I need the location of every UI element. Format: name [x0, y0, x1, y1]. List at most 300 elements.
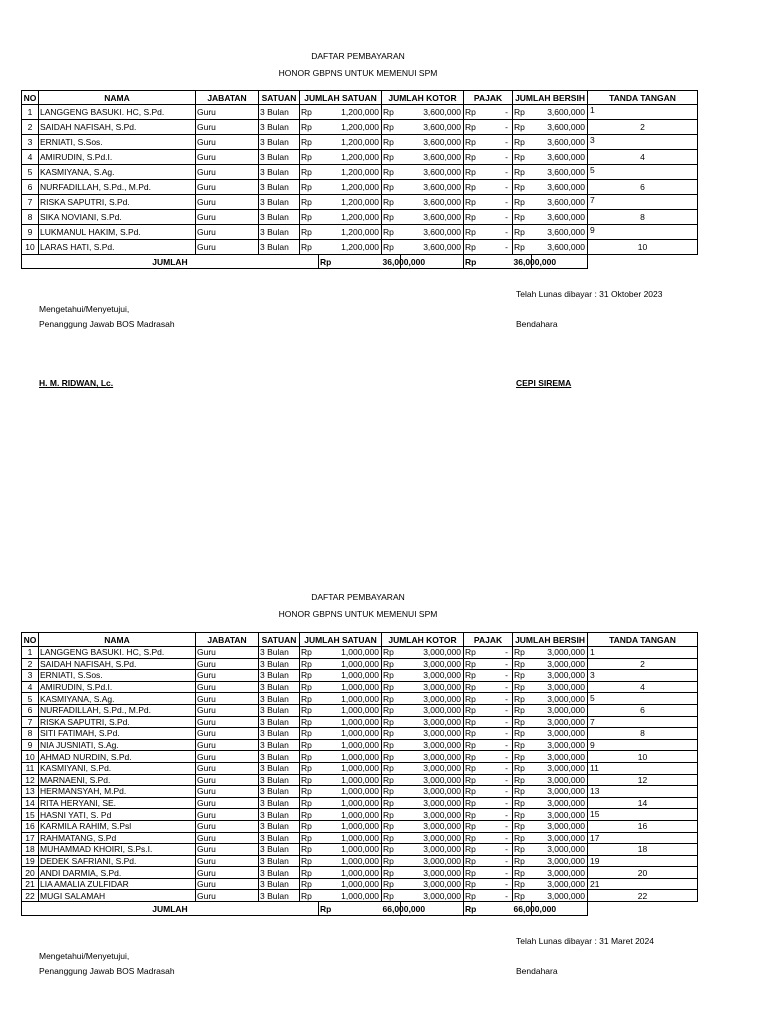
row-signature-number: 15 [590, 809, 600, 820]
row-satuan: 3 Bulan [259, 832, 300, 844]
row-no: 2 [22, 120, 39, 135]
row-satuan-currency: Rp [300, 195, 319, 210]
row-pajak-value: - [505, 798, 509, 809]
row-satuan: 3 Bulan [259, 890, 300, 902]
row-jabatan: Guru [196, 774, 259, 786]
row-bersih-currency: Rp [513, 658, 532, 670]
row-kotor-currency: Rp [382, 693, 401, 705]
total-row [22, 255, 698, 269]
row-satuan: 3 Bulan [259, 751, 300, 763]
row-pajak-currency: Rp [465, 890, 476, 901]
row-jumlah-kotor: 3,600,000 [401, 135, 464, 150]
header-no: NO [22, 91, 39, 105]
row-signature-number: 2 [640, 122, 645, 132]
header-jumlah-bersih: JUMLAH BERSIH [513, 91, 588, 105]
row-jumlah-bersih: 3,000,000 [532, 867, 588, 879]
row-kotor-currency: Rp [382, 774, 401, 786]
row-satuan: 3 Bulan [259, 658, 300, 670]
row-jabatan: Guru [196, 120, 259, 135]
row-jumlah-bersih: 3,000,000 [532, 739, 588, 751]
row-pajak-value: - [505, 809, 509, 820]
row-satuan: 3 Bulan [259, 704, 300, 716]
row-tanda-tangan [588, 716, 698, 728]
table-row [22, 225, 698, 240]
row-no: 6 [22, 180, 39, 195]
row-pajak-currency: Rp [465, 705, 476, 716]
row-no: 20 [22, 867, 39, 879]
row-jumlah-satuan: 1,000,000 [319, 762, 382, 774]
row-bersih-currency: Rp [513, 890, 532, 902]
row-jabatan: Guru [196, 105, 259, 120]
row-tanda-tangan [588, 739, 698, 751]
row-jumlah-satuan: 1,000,000 [319, 844, 382, 856]
row-jabatan: Guru [196, 240, 259, 255]
row-jumlah-bersih: 3,000,000 [532, 820, 588, 832]
row-pajak-currency: Rp [465, 658, 476, 669]
row-pajak-value: - [505, 682, 509, 693]
row-pajak-value: - [505, 740, 509, 751]
row-kotor-currency: Rp [382, 195, 401, 210]
row-no: 9 [22, 225, 39, 240]
row-nama: HASNI YATI, S. Pd [39, 809, 196, 821]
row-no: 5 [22, 165, 39, 180]
row-jabatan: Guru [196, 751, 259, 763]
header-nama: NAMA [39, 633, 196, 647]
row-bersih-currency: Rp [513, 704, 532, 716]
header-satuan: SATUAN [259, 633, 300, 647]
row-jumlah-kotor: 3,000,000 [401, 820, 464, 832]
row-pajak-value: - [505, 647, 509, 658]
row-nama: LUKMANUL HAKIM, S.Pd. [39, 225, 196, 240]
row-no: 3 [22, 670, 39, 682]
row-no: 18 [22, 844, 39, 856]
row-kotor-currency: Rp [382, 681, 401, 693]
treasurer-name: CEPI SIREMA [516, 378, 572, 388]
row-jabatan: Guru [196, 165, 259, 180]
row-jabatan: Guru [196, 890, 259, 902]
row-pajak-currency: Rp [465, 867, 476, 878]
treasurer-title-1: Bendahara [516, 319, 558, 329]
row-jumlah-satuan: 1,200,000 [319, 240, 382, 255]
row-jabatan: Guru [196, 762, 259, 774]
row-satuan-currency: Rp [300, 728, 319, 740]
row-jumlah-kotor: 3,000,000 [401, 797, 464, 809]
row-jumlah-kotor: 3,000,000 [401, 647, 464, 659]
row-nama: RISKA SAPUTRI, S.Pd. [39, 195, 196, 210]
total-kotor-currency: Rp [319, 902, 382, 916]
total-bersih: 36,000,000 [513, 256, 557, 267]
row-nama: HERMANSYAH, M.Pd. [39, 786, 196, 798]
row-pajak-currency: Rp [465, 716, 476, 727]
row-jumlah-bersih: 3,000,000 [532, 878, 588, 890]
table-row [22, 693, 698, 705]
header-nama: NAMA [39, 91, 196, 105]
row-jumlah-bersih: 3,600,000 [532, 165, 588, 180]
row-no: 15 [22, 809, 39, 821]
table-row [22, 210, 698, 225]
row-satuan-currency: Rp [300, 210, 319, 225]
row-jumlah-bersih: 3,000,000 [532, 728, 588, 740]
total-kotor: 66,000,000 [382, 903, 426, 914]
row-satuan-currency: Rp [300, 681, 319, 693]
row-signature-number: 21 [590, 878, 600, 889]
row-no: 2 [22, 658, 39, 670]
row-pajak-currency: Rp [465, 212, 476, 222]
row-tanda-tangan [588, 693, 698, 705]
row-kotor-currency: Rp [382, 786, 401, 798]
row-pajak-currency: Rp [465, 879, 476, 890]
row-pajak-value: - [505, 867, 509, 878]
acknowledge-1: Mengetahui/Menyetujui, [39, 304, 130, 314]
row-kotor-currency: Rp [382, 751, 401, 763]
row-signature-number: 2 [640, 658, 645, 669]
row-bersih-currency: Rp [513, 240, 532, 255]
row-jumlah-satuan: 1,000,000 [319, 693, 382, 705]
row-pajak [464, 762, 513, 774]
row-no: 3 [22, 135, 39, 150]
row-signature-number: 4 [640, 682, 645, 693]
row-pajak [464, 210, 513, 225]
row-jumlah-bersih: 3,000,000 [532, 809, 588, 821]
row-jumlah-bersih: 3,000,000 [532, 681, 588, 693]
row-satuan-currency: Rp [300, 240, 319, 255]
row-pajak-value: - [505, 658, 509, 669]
responsible-name: H. M. RIDWAN, Lc. [39, 378, 114, 388]
row-signature-number: 10 [637, 242, 648, 252]
row-jumlah-kotor: 3,600,000 [401, 120, 464, 135]
row-pajak-currency: Rp [465, 693, 476, 704]
section1-subtitle: HONOR GBPNS UNTUK MEMENUI SPM [278, 68, 438, 78]
row-nama: AHMAD NURDIN, S.Pd. [39, 751, 196, 763]
row-satuan: 3 Bulan [259, 105, 300, 120]
row-no: 1 [22, 105, 39, 120]
row-jumlah-bersih: 3,600,000 [532, 135, 588, 150]
row-satuan-currency: Rp [300, 820, 319, 832]
row-kotor-currency: Rp [382, 150, 401, 165]
row-bersih-currency: Rp [513, 739, 532, 751]
row-pajak-currency: Rp [465, 682, 476, 693]
row-pajak [464, 855, 513, 867]
table-row [22, 762, 698, 774]
row-kotor-currency: Rp [382, 832, 401, 844]
row-jumlah-satuan: 1,200,000 [319, 150, 382, 165]
row-jumlah-kotor: 3,000,000 [401, 867, 464, 879]
row-jumlah-kotor: 3,600,000 [401, 210, 464, 225]
row-jabatan: Guru [196, 739, 259, 751]
row-jumlah-bersih: 3,600,000 [532, 210, 588, 225]
row-jumlah-kotor: 3,000,000 [401, 890, 464, 902]
row-pajak-currency: Rp [465, 167, 476, 177]
row-pajak [464, 716, 513, 728]
row-satuan: 3 Bulan [259, 670, 300, 682]
row-no: 19 [22, 855, 39, 867]
paid-note-2: Telah Lunas dibayar : 31 Maret 2024 [516, 936, 654, 946]
row-jumlah-bersih: 3,000,000 [532, 647, 588, 659]
row-kotor-currency: Rp [382, 728, 401, 740]
row-pajak-value: - [505, 786, 509, 797]
row-kotor-currency: Rp [382, 135, 401, 150]
row-jumlah-kotor: 3,000,000 [401, 704, 464, 716]
row-jumlah-bersih: 3,600,000 [532, 150, 588, 165]
row-pajak-value: - [505, 212, 509, 222]
total-kotor-currency: Rp [319, 255, 382, 269]
row-satuan: 3 Bulan [259, 855, 300, 867]
row-satuan-currency: Rp [300, 878, 319, 890]
row-kotor-currency: Rp [382, 867, 401, 879]
row-pajak [464, 739, 513, 751]
row-satuan: 3 Bulan [259, 844, 300, 856]
row-jumlah-satuan: 1,000,000 [319, 670, 382, 682]
row-jumlah-bersih: 3,000,000 [532, 704, 588, 716]
row-tanda-tangan [588, 728, 698, 740]
row-pajak-currency: Rp [465, 182, 476, 192]
header-jumlah-kotor: JUMLAH KOTOR [382, 633, 464, 647]
row-satuan: 3 Bulan [259, 867, 300, 879]
row-bersih-currency: Rp [513, 670, 532, 682]
row-jumlah-satuan: 1,200,000 [319, 120, 382, 135]
row-jumlah-kotor: 3,000,000 [401, 809, 464, 821]
row-kotor-currency: Rp [382, 878, 401, 890]
row-jumlah-satuan: 1,200,000 [319, 180, 382, 195]
row-kotor-currency: Rp [382, 210, 401, 225]
row-no: 17 [22, 832, 39, 844]
row-pajak [464, 670, 513, 682]
row-pajak [464, 180, 513, 195]
row-satuan-currency: Rp [300, 135, 319, 150]
row-satuan: 3 Bulan [259, 135, 300, 150]
table-row [22, 165, 698, 180]
table-row [22, 195, 698, 210]
row-bersih-currency: Rp [513, 210, 532, 225]
row-pajak-value: - [505, 670, 509, 681]
row-satuan: 3 Bulan [259, 693, 300, 705]
row-kotor-currency: Rp [382, 670, 401, 682]
table-row [22, 150, 698, 165]
row-kotor-currency: Rp [382, 809, 401, 821]
responsible-1: Penanggung Jawab BOS Madrasah [39, 319, 175, 329]
row-jumlah-satuan: 1,000,000 [319, 797, 382, 809]
row-nama: SITI FATIMAH, S.Pd. [39, 728, 196, 740]
row-satuan-currency: Rp [300, 658, 319, 670]
row-pajak-currency: Rp [465, 844, 476, 855]
table-row [22, 878, 698, 890]
row-satuan: 3 Bulan [259, 809, 300, 821]
row-bersih-currency: Rp [513, 820, 532, 832]
row-pajak [464, 774, 513, 786]
row-jabatan: Guru [196, 704, 259, 716]
row-pajak [464, 728, 513, 740]
row-bersih-currency: Rp [513, 762, 532, 774]
row-satuan-currency: Rp [300, 165, 319, 180]
row-jumlah-satuan: 1,000,000 [319, 878, 382, 890]
row-jumlah-bersih: 3,000,000 [532, 751, 588, 763]
row-nama: ERNIATI, S.Sos. [39, 670, 196, 682]
row-pajak-currency: Rp [465, 763, 476, 774]
row-pajak-currency: Rp [465, 832, 476, 843]
row-jabatan: Guru [196, 844, 259, 856]
row-pajak-value: - [505, 821, 509, 832]
row-satuan: 3 Bulan [259, 210, 300, 225]
row-jumlah-kotor: 3,000,000 [401, 786, 464, 798]
row-nama: SAIDAH NAFISAH, S.Pd. [39, 120, 196, 135]
row-jumlah-kotor: 3,000,000 [401, 728, 464, 740]
row-pajak-currency: Rp [465, 647, 476, 658]
row-satuan: 3 Bulan [259, 786, 300, 798]
total-bersih-currency: Rp [464, 902, 513, 916]
header-satuan: SATUAN [259, 91, 300, 105]
row-bersih-currency: Rp [513, 165, 532, 180]
row-no: 14 [22, 797, 39, 809]
row-pajak-value: - [505, 832, 509, 843]
row-no: 22 [22, 890, 39, 902]
row-jumlah-kotor: 3,000,000 [401, 693, 464, 705]
row-bersih-currency: Rp [513, 693, 532, 705]
row-signature-number: 1 [590, 105, 595, 115]
row-no: 4 [22, 681, 39, 693]
row-jumlah-kotor: 3,000,000 [401, 716, 464, 728]
table-row [22, 658, 698, 670]
section2-title: DAFTAR PEMBAYARAN [311, 592, 405, 602]
paid-note-1: Telah Lunas dibayar : 31 Oktober 2023 [516, 289, 663, 299]
row-bersih-currency: Rp [513, 195, 532, 210]
row-pajak-value: - [505, 227, 509, 237]
row-signature-number: 8 [640, 212, 645, 222]
payment-table-1 [21, 90, 698, 269]
row-jabatan: Guru [196, 658, 259, 670]
table-row [22, 890, 698, 902]
row-pajak-value: - [505, 167, 509, 177]
row-satuan-currency: Rp [300, 716, 319, 728]
row-kotor-currency: Rp [382, 120, 401, 135]
row-jumlah-bersih: 3,000,000 [532, 844, 588, 856]
table-row [22, 739, 698, 751]
row-jumlah-bersih: 3,600,000 [532, 240, 588, 255]
row-satuan-currency: Rp [300, 762, 319, 774]
row-jumlah-kotor: 3,000,000 [401, 762, 464, 774]
row-satuan-currency: Rp [300, 105, 319, 120]
row-pajak-currency: Rp [465, 821, 476, 832]
row-kotor-currency: Rp [382, 180, 401, 195]
row-jumlah-kotor: 3,000,000 [401, 844, 464, 856]
row-jumlah-satuan: 1,000,000 [319, 855, 382, 867]
row-jumlah-kotor: 3,000,000 [401, 739, 464, 751]
row-kotor-currency: Rp [382, 716, 401, 728]
row-bersih-currency: Rp [513, 681, 532, 693]
row-signature-number: 13 [590, 786, 600, 797]
row-jabatan: Guru [196, 797, 259, 809]
row-jabatan: Guru [196, 867, 259, 879]
responsible-2: Penanggung Jawab BOS Madrasah [39, 966, 175, 976]
row-jabatan: Guru [196, 728, 259, 740]
row-nama: MARNAENI, S.Pd. [39, 774, 196, 786]
row-pajak [464, 195, 513, 210]
row-jumlah-bersih: 3,000,000 [532, 832, 588, 844]
row-jumlah-kotor: 3,600,000 [401, 240, 464, 255]
row-satuan: 3 Bulan [259, 681, 300, 693]
row-pajak [464, 240, 513, 255]
row-satuan-currency: Rp [300, 867, 319, 879]
row-no: 7 [22, 716, 39, 728]
row-jumlah-bersih: 3,000,000 [532, 658, 588, 670]
row-jabatan: Guru [196, 832, 259, 844]
row-pajak [464, 704, 513, 716]
row-no: 6 [22, 704, 39, 716]
row-satuan: 3 Bulan [259, 240, 300, 255]
row-no: 12 [22, 774, 39, 786]
row-pajak-value: - [505, 197, 509, 207]
row-tanda-tangan [588, 681, 698, 693]
row-tanda-tangan [588, 150, 698, 165]
row-no: 10 [22, 240, 39, 255]
row-kotor-currency: Rp [382, 855, 401, 867]
row-tanda-tangan [588, 797, 698, 809]
row-bersih-currency: Rp [513, 728, 532, 740]
row-signature-number: 17 [590, 832, 600, 843]
row-satuan-currency: Rp [300, 704, 319, 716]
row-satuan: 3 Bulan [259, 225, 300, 240]
row-kotor-currency: Rp [382, 890, 401, 902]
row-bersih-currency: Rp [513, 150, 532, 165]
row-pajak-currency: Rp [465, 786, 476, 797]
table-row [22, 240, 698, 255]
table-row [22, 180, 698, 195]
row-pajak [464, 844, 513, 856]
row-tanda-tangan [588, 855, 698, 867]
row-jumlah-satuan: 1,200,000 [319, 135, 382, 150]
row-signature-number: 19 [590, 855, 600, 866]
row-jumlah-kotor: 3,600,000 [401, 195, 464, 210]
row-jumlah-satuan: 1,200,000 [319, 225, 382, 240]
row-jabatan: Guru [196, 150, 259, 165]
row-tanda-tangan [588, 751, 698, 763]
row-pajak-value: - [505, 728, 509, 739]
row-tanda-tangan [588, 809, 698, 821]
table-row [22, 820, 698, 832]
row-jumlah-kotor: 3,000,000 [401, 774, 464, 786]
table-row [22, 716, 698, 728]
row-kotor-currency: Rp [382, 658, 401, 670]
payment-table-2 [21, 632, 698, 916]
row-pajak-value: - [505, 763, 509, 774]
row-jumlah-bersih: 3,000,000 [532, 855, 588, 867]
row-no: 13 [22, 786, 39, 798]
row-satuan-currency: Rp [300, 180, 319, 195]
row-bersih-currency: Rp [513, 855, 532, 867]
row-tanda-tangan [588, 878, 698, 890]
row-satuan-currency: Rp [300, 809, 319, 821]
row-jabatan: Guru [196, 786, 259, 798]
row-pajak-value: - [505, 890, 509, 901]
row-pajak [464, 890, 513, 902]
row-no: 7 [22, 195, 39, 210]
total-label: JUMLAH [22, 255, 319, 269]
row-satuan: 3 Bulan [259, 647, 300, 659]
row-no: 8 [22, 728, 39, 740]
row-jumlah-satuan: 1,000,000 [319, 832, 382, 844]
row-no: 11 [22, 762, 39, 774]
row-pajak-value: - [505, 844, 509, 855]
row-satuan: 3 Bulan [259, 180, 300, 195]
row-jumlah-kotor: 3,600,000 [401, 150, 464, 165]
row-no: 10 [22, 751, 39, 763]
row-jumlah-bersih: 3,000,000 [532, 716, 588, 728]
row-pajak-value: - [505, 693, 509, 704]
row-nama: AMIRUDIN, S.Pd.I. [39, 150, 196, 165]
row-pajak-value: - [505, 774, 509, 785]
row-jumlah-bersih: 3,000,000 [532, 774, 588, 786]
row-jabatan: Guru [196, 878, 259, 890]
row-jumlah-satuan: 1,000,000 [319, 716, 382, 728]
